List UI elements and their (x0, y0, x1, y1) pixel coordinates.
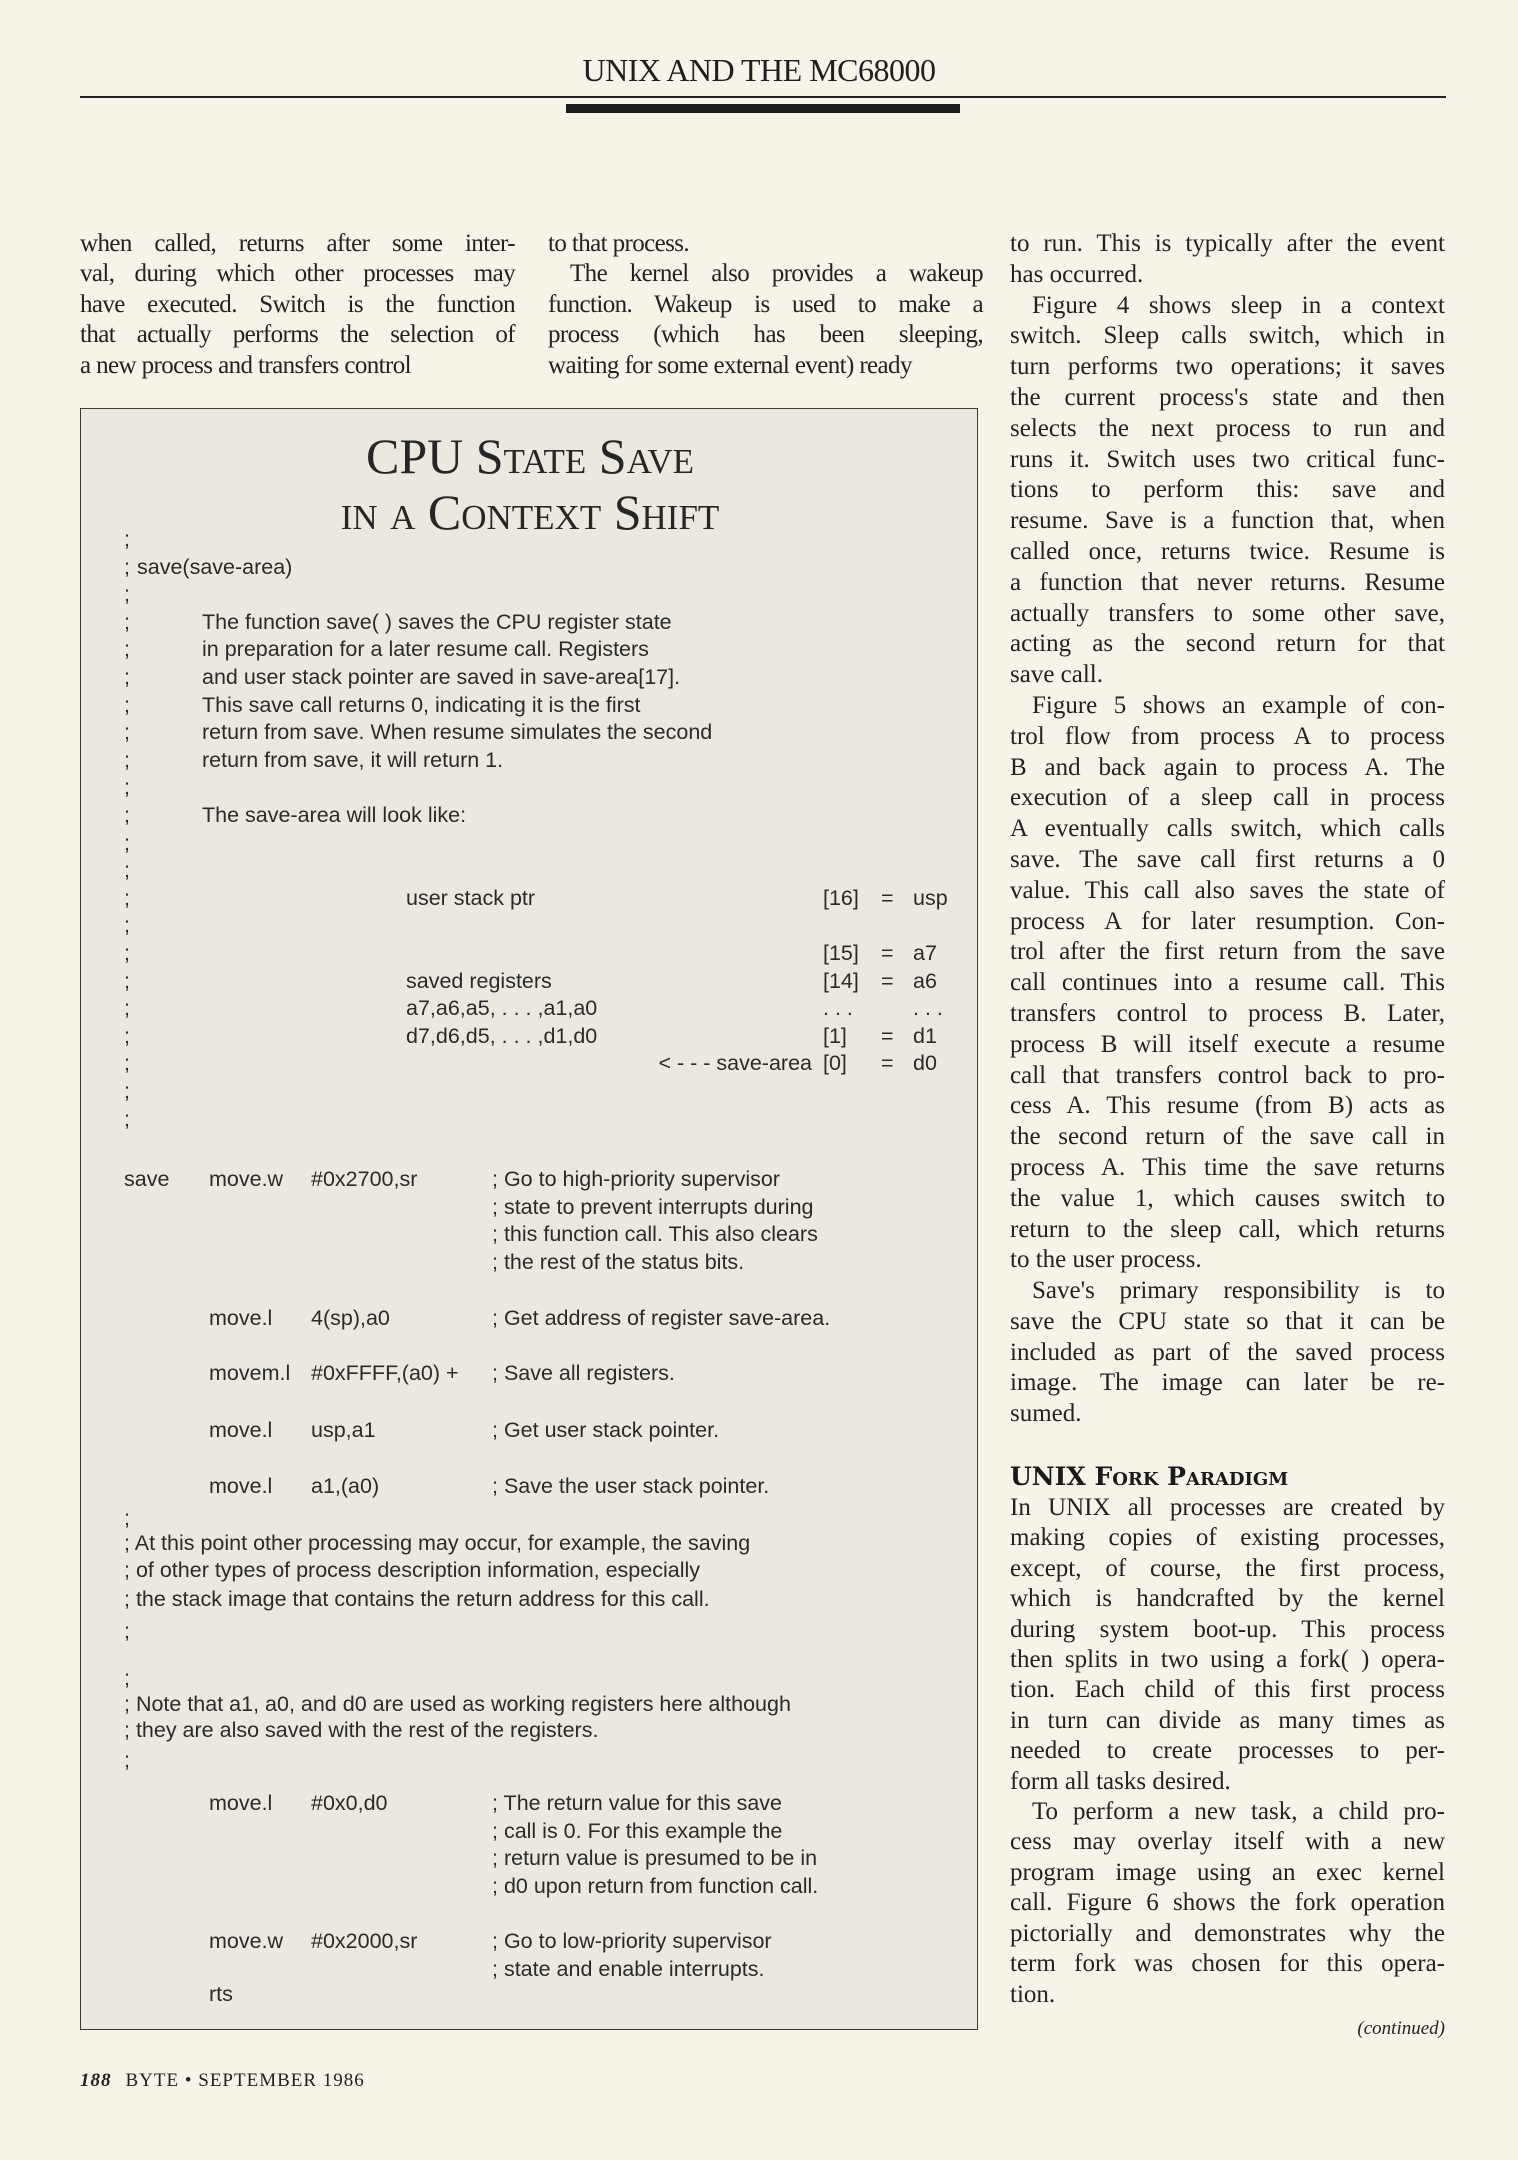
code-comment: ; return value is presumed to be in (492, 1846, 818, 1871)
description-line: The save-area will look like: (202, 803, 467, 827)
text-line: sumed. (1010, 1400, 1082, 1428)
code-operand: a1,(a0) (311, 1474, 380, 1498)
text-line: a new process and transfers control (80, 351, 411, 379)
save-area-index: [16] (823, 885, 859, 910)
function-signature: save(save-area) (137, 554, 293, 579)
text-line: tion. Each child of this first process (1010, 1676, 1445, 1704)
header-rule (80, 96, 1446, 98)
comment-line: ; Note that a1, a0, and d0 are used as working registers here although (124, 1692, 791, 1716)
header-bar (566, 104, 960, 113)
comment-semicolon: ; (124, 720, 130, 745)
code-opcode: movem.l (209, 1361, 291, 1385)
text-line: included as part of the saved process (1010, 1338, 1445, 1366)
description-line: This save call returns 0, indicating it is the first (202, 692, 641, 717)
listing-title-line-1: CPU State Save (365, 428, 695, 484)
comment-line: ; the stack image that contains the return address for this call. (124, 1587, 710, 1611)
text-line: has occurred. (1010, 260, 1144, 288)
code-comment: ; the rest of the status bits. (492, 1249, 745, 1274)
text-line: trol after the first return from the save (1010, 938, 1445, 966)
text-line: making copies of existing processes, (1010, 1524, 1445, 1552)
text-line: have executed. Switch is the function (80, 290, 515, 318)
text-line: except, of course, the first process, (1010, 1554, 1445, 1582)
description-line: The function save( ) saves the CPU register state (202, 609, 672, 634)
listing-title (80, 428, 980, 540)
text-line: called once, returns twice. Resume is (1010, 537, 1445, 565)
code-opcode: move.l (209, 1791, 273, 1815)
text-line: a function that never returns. Resume (1010, 568, 1445, 596)
code-comment: ; Get address of register save-area. (492, 1306, 831, 1330)
text-line: tions to perform this: save and (1010, 476, 1445, 504)
save-area-index: [14] (823, 968, 859, 993)
text-line: acting as the second return for that (1010, 630, 1445, 658)
text-line: then splits in two using a fork( ) opera- (1010, 1646, 1445, 1674)
text-line: Figure 4 shows sleep in a context (1032, 291, 1445, 319)
text-line: to the user process. (1010, 1246, 1202, 1274)
text-line: switch. Sleep calls switch, which in (1010, 322, 1445, 350)
text-line: value. This call also saves the state of (1010, 876, 1445, 904)
text-line: runs it. Switch uses two critical func- (1010, 445, 1445, 473)
save-area-label: user stack ptr (406, 885, 536, 910)
code-comment: ; call is 0. For this example the (492, 1818, 783, 1843)
code-comment: ; Go to low-priority supervisor (492, 1929, 772, 1953)
text-line: B and back again to process A. The (1010, 753, 1445, 781)
code-operand: #0x2000,sr (311, 1929, 418, 1953)
text-column-1 (80, 229, 515, 381)
comment-line: ; At this point other processing may occur, for example, the saving (124, 1531, 751, 1555)
text-line: execution of a sleep call in process (1010, 784, 1445, 812)
comment-line: ; (124, 1666, 130, 1690)
text-line: needed to create processes to per- (1010, 1737, 1445, 1765)
text-line: to run. This is typically after the event (1010, 230, 1445, 257)
code-comment: ; Save all registers. (492, 1361, 675, 1385)
save-area-register: a6 (913, 968, 937, 993)
comment-semicolon: ; (124, 968, 130, 993)
comment-semicolon: ; (124, 747, 130, 772)
text-line: Save's primary responsibility is to (1032, 1277, 1445, 1305)
comment-line: ; (124, 1619, 130, 1643)
text-line: the current process's state and then (1010, 383, 1445, 411)
text-line: To perform a new task, a child pro- (1032, 1798, 1445, 1826)
code-comment: ; state and enable interrupts. (492, 1956, 765, 1981)
comment-semicolon: ; (124, 637, 130, 662)
comment-line: ; of other types of process description information, especially (124, 1558, 701, 1582)
comment-semicolon: ; (124, 1023, 130, 1048)
text-line: image. The image can later be re- (1010, 1369, 1445, 1397)
text-line: call that transfers control back to pro- (1010, 1061, 1445, 1089)
code-comment: ; Go to high-priority supervisor (492, 1167, 780, 1191)
text-line: call. Figure 6 shows the fork operation (1010, 1889, 1445, 1917)
code-opcode: rts (209, 1982, 233, 2006)
text-column-2 (548, 229, 983, 381)
code-comment: ; The return value for this save (492, 1791, 782, 1815)
code-operand: #0xFFFF,(a0) + (311, 1361, 459, 1385)
comment-semicolon: ; (124, 609, 130, 634)
text-line: when called, returns after some inter- (80, 230, 515, 257)
text-line: In UNIX all processes are created by (1010, 1494, 1445, 1521)
comment-semicolon: ; (124, 1051, 130, 1076)
code-opcode: move.w (209, 1167, 284, 1191)
text-line: save the CPU state so that it can be (1010, 1307, 1445, 1335)
text-line: turn performs two operations; it saves (1010, 353, 1445, 381)
text-line: process A for later resumption. Con- (1010, 907, 1445, 935)
text-line: The kernel also provides a wakeup (570, 260, 983, 288)
text-line: program image using an exec kernel (1010, 1858, 1445, 1886)
text-line: waiting for some external event) ready (548, 351, 912, 379)
save-area-equals: = (881, 1023, 894, 1048)
code-opcode: move.l (209, 1418, 273, 1442)
continued-note: (continued) (1357, 2018, 1445, 2039)
text-line: during system boot-up. This process (1010, 1615, 1445, 1643)
comment-semicolon: ; (124, 1106, 130, 1131)
save-area-index: [15] (823, 941, 859, 965)
save-area-equals: = (881, 968, 894, 993)
text-column-3-continued (1010, 1493, 1445, 2010)
description-line: in preparation for a later resume call. Registers (202, 637, 649, 662)
page-number: 188 (80, 2070, 112, 2091)
code-operand: usp,a1 (311, 1418, 376, 1442)
text-line: val, during which other processes may (80, 260, 515, 288)
text-line: transfers control to process B. Later, (1010, 999, 1445, 1027)
save-area-register: d0 (913, 1051, 937, 1076)
text-line: selects the next process to run and (1010, 414, 1445, 442)
text-column-3 (1010, 229, 1445, 1430)
running-head: UNIX AND THE MC68000 (582, 52, 936, 88)
text-line: form all tasks desired. (1010, 1767, 1231, 1795)
code-operand: #0x0,d0 (311, 1791, 388, 1815)
section-heading: UNIX Fork Paradigm (1010, 1462, 1289, 1491)
comment-line: ; (124, 1748, 130, 1772)
text-line: process (which has been sleeping, (548, 321, 983, 349)
code-comment: ; Get user stack pointer. (492, 1418, 720, 1442)
text-line: Figure 5 shows an example of con- (1032, 691, 1445, 719)
code-opcode: move.l (209, 1474, 273, 1498)
code-label: save (124, 1167, 170, 1191)
listing-title-line-2: in a Context Shift (340, 484, 720, 540)
save-area-register: a7 (913, 941, 937, 965)
code-comment: ; Save the user stack pointer. (492, 1474, 770, 1498)
comment-semicolon: ; (124, 941, 130, 965)
description-line: return from save. When resume simulates the second (202, 720, 713, 745)
save-area-label: a7,a6,a5, . . . ,a1,a0 (406, 996, 598, 1021)
save-area-label: d7,d6,d5, . . . ,d1,d0 (406, 1023, 598, 1048)
text-line: function. Wakeup is used to make a (548, 290, 983, 318)
comment-semicolon: ; (124, 885, 130, 910)
save-area-equals: = (881, 941, 894, 965)
text-line: that actually performs the selection of (80, 321, 515, 349)
comment-semicolon: ; (124, 803, 130, 827)
code-opcode: move.l (209, 1306, 273, 1330)
save-area-index: [1] (823, 1023, 847, 1048)
text-line: tion. (1010, 1980, 1056, 2008)
code-comment: ; state to prevent interrupts during (492, 1194, 814, 1219)
comment-semicolon: ; (124, 527, 130, 551)
text-line: cess A. This resume (from B) acts as (1010, 1092, 1445, 1120)
text-line: trol flow from process A to process (1010, 722, 1445, 750)
code-comment: ; this function call. This also clears (492, 1222, 818, 1247)
text-line: process A. This time the save returns (1010, 1153, 1445, 1181)
save-area-index: [0] (823, 1051, 847, 1076)
text-line: in turn can divide as many times as (1010, 1706, 1445, 1734)
comment-semicolon: ; (124, 913, 130, 938)
text-line: call continues into a resume call. This (1010, 969, 1445, 997)
comment-semicolon: ; (124, 858, 130, 883)
save-area-label: saved registers (406, 968, 552, 993)
comment-semicolon: ; (124, 665, 130, 689)
magazine-issue: BYTE • SEPTEMBER 1986 (125, 2070, 365, 2091)
comment-semicolon: ; (124, 554, 130, 579)
save-area-register: usp (913, 885, 948, 910)
save-area-index: . . . (823, 996, 853, 1021)
text-line: save call. (1010, 661, 1104, 689)
text-line: to that process. (548, 230, 690, 257)
save-area-equals: = (881, 885, 894, 910)
text-line: actually transfers to some other save, (1010, 599, 1445, 627)
text-line: the value 1, which causes switch to (1010, 1184, 1445, 1212)
comment-line: ; they are also saved with the rest of the registers. (124, 1718, 599, 1742)
save-area-equals: = (881, 1051, 894, 1076)
text-line: term fork was chosen for this opera- (1010, 1950, 1445, 1978)
comment-semicolon: ; (124, 1079, 130, 1103)
text-line: the second return of the save call in (1010, 1123, 1445, 1151)
page-footer (80, 2070, 365, 2092)
code-comment: ; d0 upon return from function call. (492, 1873, 819, 1898)
description-line: and user stack pointer are saved in save-area[17]. (202, 665, 681, 689)
comment-semicolon: ; (124, 996, 130, 1021)
comment-semicolon: ; (124, 582, 130, 607)
code-operand: 4(sp),a0 (311, 1306, 390, 1330)
text-line: process B will itself execute a resume (1010, 1030, 1445, 1058)
description-line: return from save, it will return 1. (202, 747, 504, 772)
code-operand: #0x2700,sr (311, 1167, 418, 1191)
text-line: cess may overlay itself with a new (1010, 1828, 1445, 1856)
save-area-pointer: < - - - save-area (658, 1051, 812, 1076)
text-line: return to the sleep call, which returns (1010, 1215, 1445, 1243)
text-line: save. The save call first returns a 0 (1010, 845, 1445, 873)
text-line: A eventually calls switch, which calls (1010, 815, 1445, 843)
comment-semicolon: ; (124, 692, 130, 717)
code-opcode: move.w (209, 1929, 284, 1953)
save-area-register: . . . (913, 996, 943, 1021)
text-line: resume. Save is a function that, when (1010, 507, 1445, 535)
comment-semicolon: ; (124, 775, 130, 800)
text-line: pictorially and demonstrates why the (1010, 1919, 1445, 1947)
comment-line: ; (124, 1506, 130, 1530)
text-line: which is handcrafted by the kernel (1010, 1585, 1445, 1613)
comment-semicolon: ; (124, 830, 130, 855)
save-area-register: d1 (913, 1023, 937, 1048)
